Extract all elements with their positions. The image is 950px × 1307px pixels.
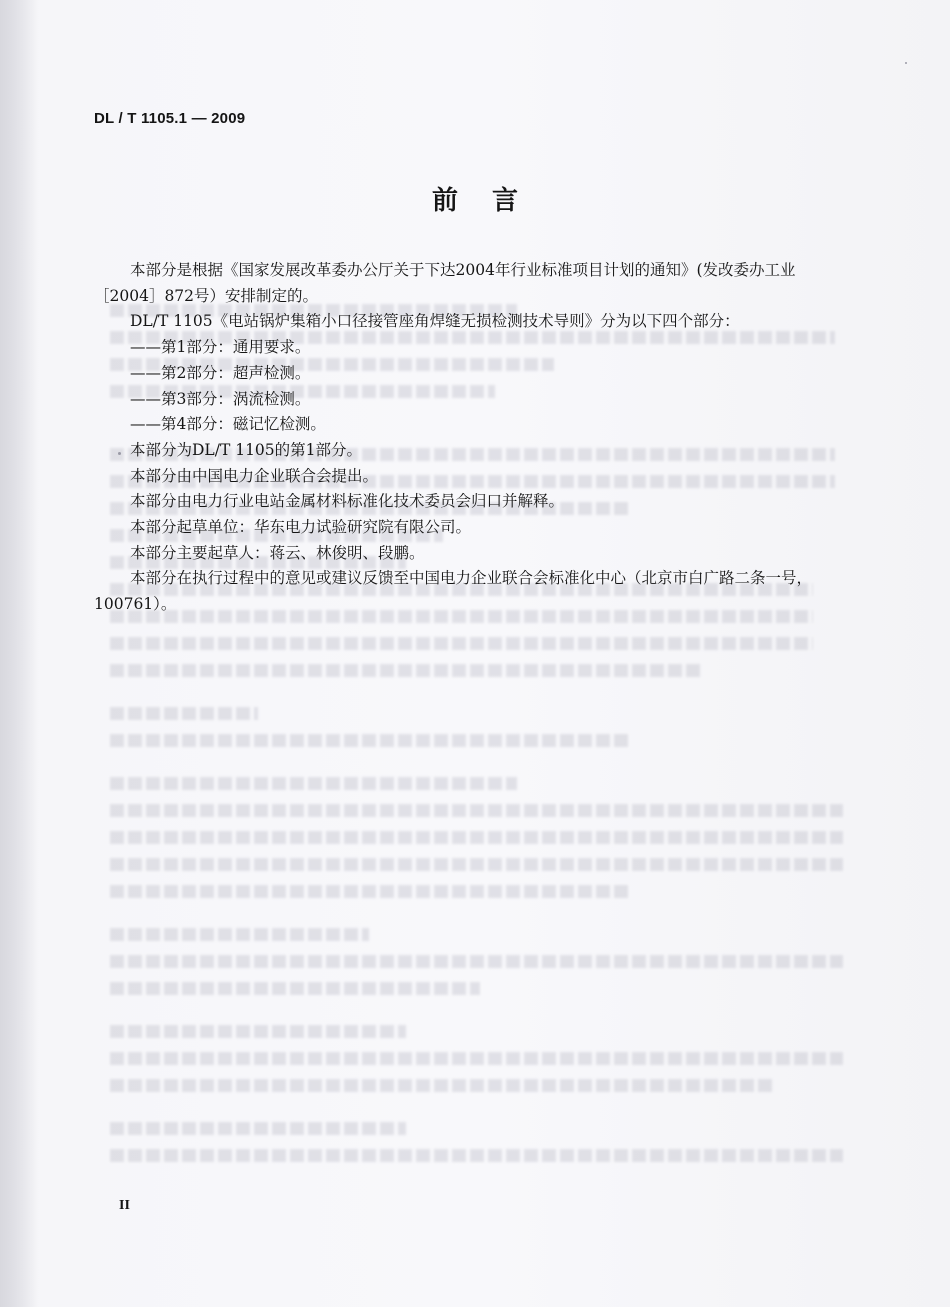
- foreword-body: [94, 258, 856, 618]
- document-code: DL / T 1105.1 — 2009: [94, 110, 246, 127]
- part-list-item: ——第2部分：超声检测。: [130, 363, 311, 382]
- part-list-item: ——第1部分：通用要求。: [130, 338, 311, 357]
- paragraph-proposer: 本部分由中国电力企业联合会提出。: [130, 466, 379, 485]
- paragraph-plan-basis: 本部分是根据《国家发展改革委办公厅关于下达2004年行业标准项目计划的通知》(发改委办工业［2004］872号）安排制定的。: [94, 261, 796, 305]
- scan-speck: [118, 452, 121, 455]
- paragraph-drafting-unit: 本部分起草单位：华东电力试验研究院有限公司。: [130, 518, 472, 537]
- paragraph-drafters: 本部分主要起草人：蒋云、林俊明、段鹏。: [130, 543, 425, 562]
- paragraph-part-number: 本部分为DL/T 1105的第1部分。: [130, 440, 363, 459]
- paragraph-responsible-committee: 本部分由电力行业电站金属材料标准化技术委员会归口并解释。: [130, 492, 565, 511]
- part-list-item: ——第4部分：磁记忆检测。: [130, 415, 326, 434]
- page-title: 前言: [431, 186, 552, 216]
- paragraph-feedback: 本部分在执行过程中的意见或建议反馈至中国电力企业联合会标准化中心（北京市白广路二条一号，100761）。: [94, 569, 813, 614]
- page-number: II: [119, 1198, 130, 1213]
- paragraph-parts-intro: DL/T 1105《电站锅炉集箱小口径接管座角焊缝无损检测技术导则》分为以下四个部分：: [130, 312, 740, 331]
- scan-speck: [905, 62, 907, 64]
- part-list-item: ——第3部分：涡流检测。: [130, 389, 311, 408]
